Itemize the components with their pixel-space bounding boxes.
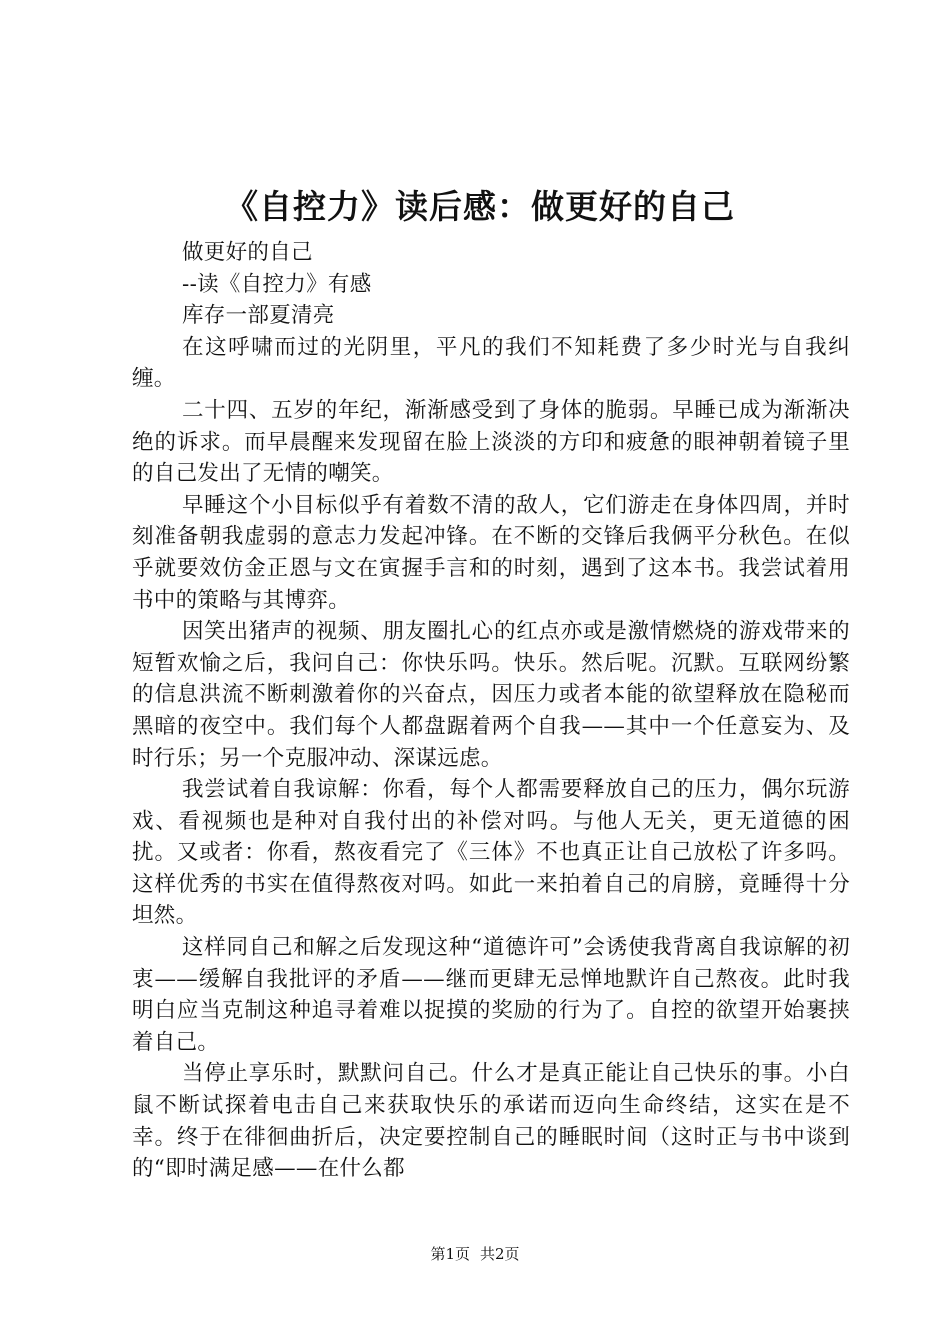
paragraph: 当停止享乐时，默默问自己。什么才是真正能让自己快乐的事。小白鼠不断试探着电击自己来获取快乐的承诺而迈向生命终结，这实在是不幸。终于在徘徊曲折后，决定要控制自己的睡眠时间（这时正与书中谈到的“即时满足感——在什么都 [132,1061,850,1182]
paragraph: 这样同自己和解之后发现这种“道德许可”会诱使我背离自我谅解的初衷——缓解自我批评的矛盾——继而更肆无忌惮地默许自己熬夜。此时我明白应当克制这种追寻着难以捉摸的奖励的行为了。自控的欲望开始裹挟着自己。 [132,935,850,1055]
document-body [132,237,850,1185]
document-title: 《自控力》读后感：做更好的自己 [225,187,735,226]
page-footer [0,1244,950,1264]
paragraph: 我尝试着自我谅解：你看，每个人都需要释放自己的压力，偶尔玩游戏、看视频也是种对自我付出的补偿对吗。与他人无关，更无道德的困扰。又或者：你看，熬夜看完了《三体》不也真正让自己放松了许多吗。这样优秀的书实在值得熬夜对吗。如此一来拍着自己的肩膀，竟睡得十分坦然。 [132,777,850,929]
paragraph-subheading: --读《自控力》有感 [182,271,372,297]
page-total: 共2页 [480,1245,520,1263]
page-number: 第1页 [430,1245,470,1263]
paragraph-author: 库存一部夏清亮 [182,303,335,329]
paragraph: 二十四、五岁的年纪，渐渐感受到了身体的脆弱。早睡已成为渐渐决绝的诉求。而早晨醒来发现留在脸上淡淡的方印和疲惫的眼神朝着镜子里的自己发出了无情的嘲笑。 [132,397,850,487]
paragraph: 在这呼啸而过的光阴里，平凡的我们不知耗费了多少时光与自我纠缠。 [132,334,850,392]
paragraph: 因笑出猪声的视频、朋友圈扎心的红点亦或是激情燃烧的游戏带来的短暂欢愉之后，我问自己：你快乐吗。快乐。然后呢。沉默。互联网纷繁的信息洪流不断刺激着你的兴奋点，因压力或者本能的欲望释放在隐秘而黑暗的夜空中。我们每个人都盘踞着两个自我——其中一个任意妄为、及时行乐；另一个克服冲动、深谋远虑。 [132,619,850,771]
paragraph-subtitle: 做更好的自己 [182,240,313,265]
paragraph: 早睡这个小目标似乎有着数不清的敌人，它们游走在身体四周，并时刻准备朝我虚弱的意志力发起冲锋。在不断的交锋后我俩平分秋色。在似乎就要效仿金正恩与文在寅握手言和的时刻，遇到了这本书。我尝试着用书中的策略与其博弈。 [132,492,850,613]
